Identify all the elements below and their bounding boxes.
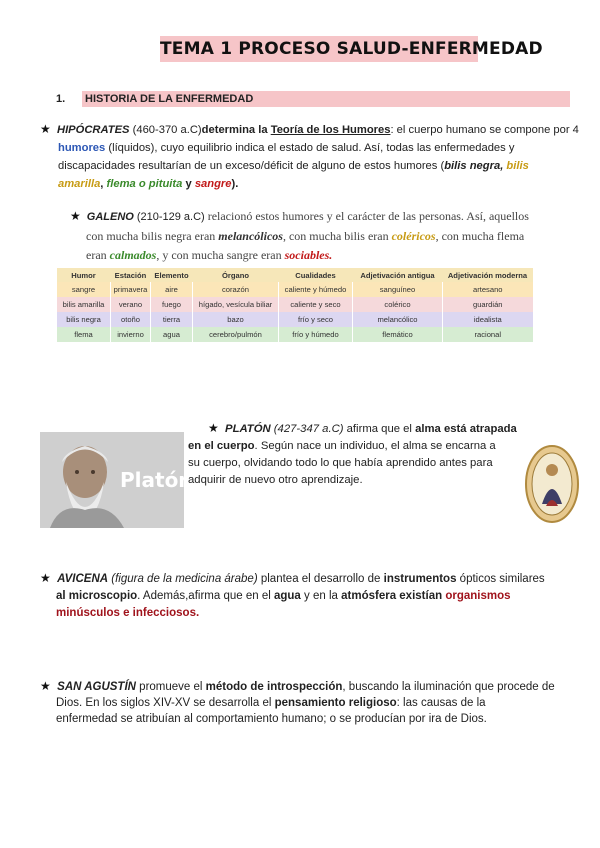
text: , con mucha flema <box>435 229 525 243</box>
table-cell: otoño <box>111 312 151 327</box>
text: determina la <box>201 124 268 136</box>
table-row <box>57 297 533 312</box>
hipocrates-dates: (460-370 a.C) <box>132 124 202 136</box>
organismos-highlight: organismos <box>445 590 511 602</box>
table-cell: hígado, vesícula biliar <box>193 297 279 312</box>
table-cell: corazón <box>193 282 279 297</box>
sangre-highlight: sangre <box>194 178 232 190</box>
text: : el cuerpo humano se compone por 4 <box>390 124 579 136</box>
text: , <box>500 160 504 172</box>
table-cell: agua <box>151 327 193 342</box>
table-header-row <box>57 268 533 282</box>
agustin-name: SAN AGUSTÍN <box>57 681 136 693</box>
table-row <box>57 312 533 327</box>
table-cell: bilis negra <box>57 312 111 327</box>
text: discapacidades resultarían de un exceso/déficit de alguno de estos humores ( <box>58 160 445 172</box>
metodo-highlight: método de introspección <box>205 681 343 693</box>
star-icon: ★ <box>70 209 81 223</box>
section-label: HISTORIA DE LA ENFERMEDAD <box>82 91 570 107</box>
avicena-note: (figura de la medicina árabe) <box>111 573 258 585</box>
colericos: coléricos <box>391 229 436 243</box>
text: : las causas de la <box>396 697 486 709</box>
galeno-paragraph <box>70 207 550 265</box>
table-header: Estación <box>111 268 151 282</box>
text: (líquidos), cuyo equilibrio indica el estado de salud. Así, todas las enfermedades y <box>108 142 515 154</box>
table-cell: aire <box>151 282 193 297</box>
plato-photo <box>40 432 193 528</box>
table-cell: primavera <box>111 282 151 297</box>
text: promueve el <box>139 681 203 693</box>
calmados: calmados <box>109 248 157 262</box>
avicena-name: AVICENA <box>57 573 109 585</box>
star-icon: ★ <box>40 571 51 585</box>
text: Dios. En los siglos XIV-XV se desarrolla el <box>56 697 272 709</box>
table-cell: invierno <box>111 327 151 342</box>
table-cell: colérico <box>353 297 443 312</box>
page-title: TEMA 1 PROCESO SALUD-ENFERMEDAD <box>160 36 478 62</box>
table-cell: frío y húmedo <box>279 327 353 342</box>
flema-highlight: flema o pituita <box>106 178 183 190</box>
medallion-image <box>524 444 580 524</box>
table-cell: melancólico <box>353 312 443 327</box>
text: afirma que el <box>346 423 412 435</box>
table-cell: sanguíneo <box>353 282 443 297</box>
agua-highlight: agua <box>273 590 301 602</box>
agustin-paragraph <box>40 678 570 727</box>
humors-table <box>56 268 533 342</box>
galeno-name: GALENO <box>86 211 134 223</box>
star-icon: ★ <box>40 122 51 136</box>
text: , buscando la iluminación que procede de <box>342 681 555 693</box>
table-cell: verano <box>111 297 151 312</box>
text: . Según nace un individuo, el alma se encarna a <box>254 440 496 452</box>
section-number: 1. <box>56 93 66 105</box>
table-cell: caliente y seco <box>279 297 353 312</box>
galeno-dates: (210-129 a.C) <box>136 211 205 223</box>
table-header: Humor <box>57 268 111 282</box>
atmosfera-highlight: atmósfera existían <box>341 590 443 602</box>
text: enfermedad se atribuían al comportamiento humano; o se producían por ira de Dios. <box>56 713 487 725</box>
table-row <box>57 282 533 297</box>
platon-name: PLATÓN <box>225 423 271 435</box>
table-header: Adjetivación antigua <box>353 268 443 282</box>
table-cell: flema <box>57 327 111 342</box>
table-header: Elemento <box>151 268 193 282</box>
star-icon: ★ <box>40 679 51 693</box>
avicena-paragraph <box>40 570 570 622</box>
alma-highlight: alma está atrapada <box>415 423 517 435</box>
text: relacionó estos humores y el carácter de las personas. Así, aquellos <box>207 209 529 223</box>
instrumentos-highlight: instrumentos <box>383 573 457 585</box>
table-cell: bazo <box>193 312 279 327</box>
amarilla-highlight: amarilla <box>58 178 101 190</box>
section-heading <box>40 91 530 107</box>
hipocrates-paragraph <box>40 120 579 193</box>
plato-photo-label: Platón <box>120 468 193 492</box>
table-cell: flemático <box>353 327 443 342</box>
microscopio-highlight: al microscopio <box>56 590 138 602</box>
humores-highlight: humores <box>58 142 106 154</box>
table-cell: frío y seco <box>279 312 353 327</box>
table-cell: artesano <box>443 282 533 297</box>
table-cell: cerebro/pulmón <box>193 327 279 342</box>
pensamiento-highlight: pensamiento religioso <box>274 697 397 709</box>
text: y en la <box>304 590 338 602</box>
platon-paragraph <box>188 420 518 489</box>
table-cell: bilis amarilla <box>57 297 111 312</box>
table-cell: tierra <box>151 312 193 327</box>
minusculos-highlight: minúsculos e infecciosos. <box>56 607 200 619</box>
text: su cuerpo, olvidando todo lo que había aprendido antes para <box>188 457 493 469</box>
text: , con mucha bilis eran <box>282 229 389 243</box>
en-cuerpo-highlight: en el cuerpo <box>188 440 255 452</box>
table-cell: racional <box>443 327 533 342</box>
melancolicos: melancólicos <box>218 229 283 243</box>
text: con mucha bilis negra eran <box>86 229 216 243</box>
text: . Además,afirma que en el <box>137 590 271 602</box>
medallion-icon <box>524 444 580 524</box>
bilis-negra: bilis negra <box>444 160 501 172</box>
table-header: Cualidades <box>279 268 353 282</box>
text: plantea el desarrollo de <box>260 573 381 585</box>
hipocrates-name: HIPÓCRATES <box>56 124 130 136</box>
text: , <box>100 178 104 190</box>
table-row <box>57 327 533 342</box>
text: ópticos similares <box>459 573 545 585</box>
platon-dates: (427-347 a.C) <box>273 423 344 435</box>
table-cell: sangre <box>57 282 111 297</box>
text: ). <box>231 178 239 190</box>
bilis-highlight: bilis <box>506 160 529 172</box>
text: , y con mucha sangre eran <box>156 248 282 262</box>
table-cell: fuego <box>151 297 193 312</box>
text: eran <box>86 248 107 262</box>
table-cell: caliente y húmedo <box>279 282 353 297</box>
table-cell: guardián <box>443 297 533 312</box>
text: y <box>185 178 192 190</box>
table-cell: idealista <box>443 312 533 327</box>
table-header: Adjetivación moderna <box>443 268 533 282</box>
sociables: sociables. <box>284 248 333 262</box>
text: adquirir de nuevo otro aprendizaje. <box>188 474 363 486</box>
theory-link: Teoría de los Humores <box>270 124 391 136</box>
star-icon: ★ <box>208 421 219 435</box>
table-header: Órgano <box>193 268 279 282</box>
